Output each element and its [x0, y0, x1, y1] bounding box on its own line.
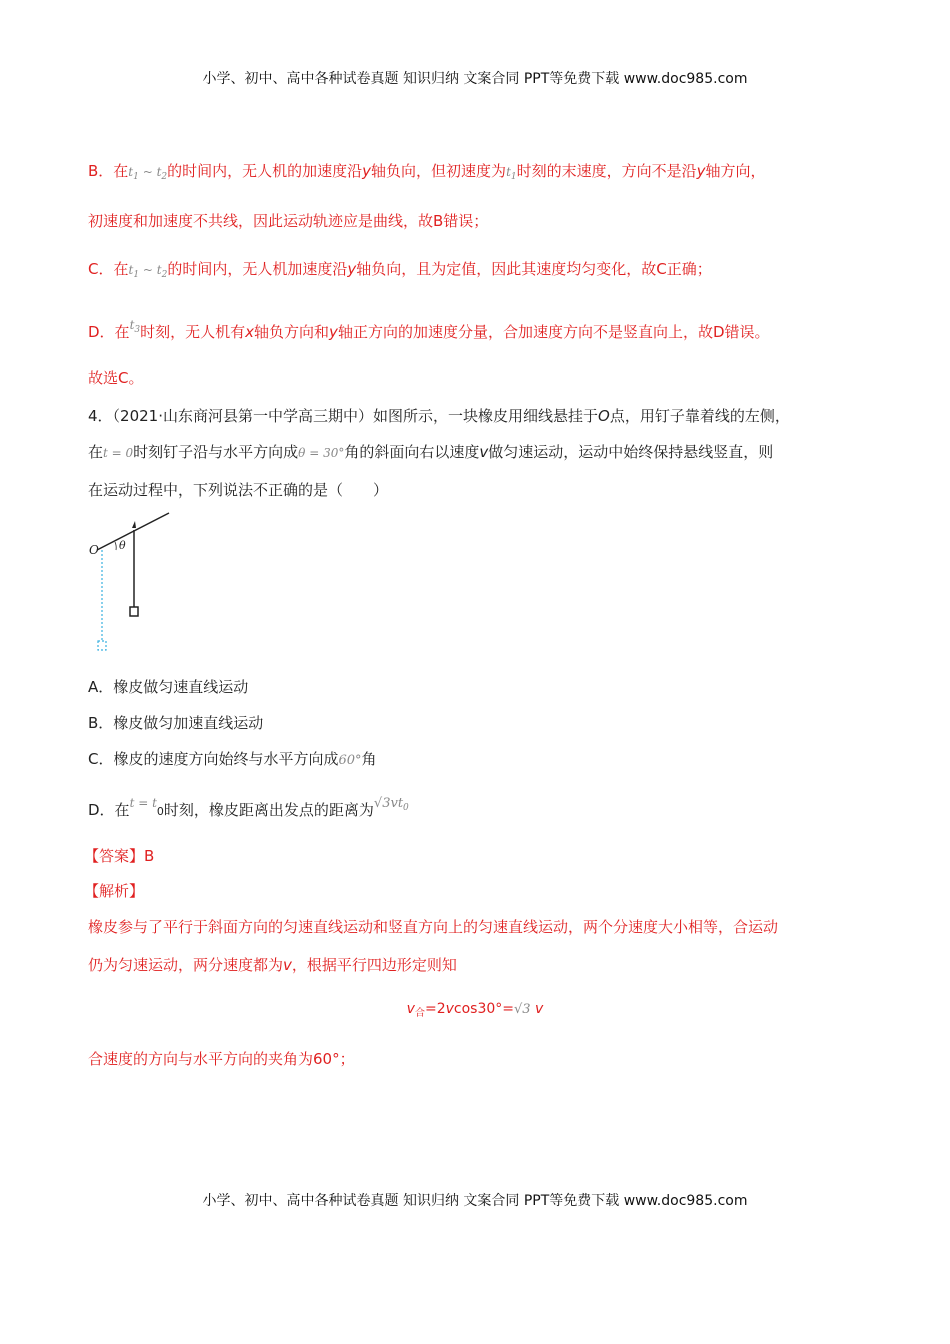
- option-c: C．橡皮的速度方向始终与水平方向成60°角: [88, 750, 377, 768]
- option-b: B．橡皮做匀加速直线运动: [88, 714, 264, 732]
- angle-arc: [115, 542, 116, 550]
- question-4-line3: 在运动过程中，下列说法不正确的是（ ）: [88, 481, 389, 499]
- analysis-line1: 橡皮参与了平行于斜面方向的匀速直线运动和竖直方向上的匀速直线运动，两个分速度大小相等，合运动: [88, 918, 779, 936]
- option-a: A．橡皮做匀速直线运动: [88, 678, 249, 696]
- math-60-deg: 60°: [338, 753, 362, 768]
- math-t1-t2-c: $t_1$ ~ $t_2$: [128, 263, 168, 280]
- math-t-eq-t0: t = t: [129, 796, 157, 810]
- math-theta-eq-30: θ = 30°: [298, 446, 345, 460]
- solution-b-prefix: B．在: [88, 162, 129, 180]
- solution-b-line2: 初速度和加速度不共线，因此运动轨迹应是曲线，故B错误；: [88, 212, 489, 230]
- math-t3: t3: [129, 318, 141, 335]
- question-4-line2: 在t = 0时刻钉子沿与水平方向成θ = 30°角的斜面向右以速度v做匀速运动，运动中始终保持悬线竖直，则: [88, 443, 774, 461]
- page-header: 小学、初中、高中各种试卷真题 知识归纳 文案合同 PPT等免费下载 www.doc985.com: [202, 71, 748, 87]
- label-theta: θ: [119, 539, 126, 552]
- analysis-line2: 仍为匀速运动，两分速度都为v，根据平行四边形定则知: [88, 956, 457, 974]
- incline-line: [97, 513, 169, 550]
- math-t1-t2: $t_1$ ~ $t_2$: [128, 165, 168, 182]
- option-d: D．在$^{t = t}$0时刻，橡皮距离出发点的距离为$√3vt_0$: [88, 796, 409, 819]
- question-4-line1: 4．（2021·山东商河县第一中学高三期中）如图所示，一块橡皮用细线悬挂于O点，用钉子靠着线的左侧，: [88, 407, 790, 425]
- label-o: O: [89, 543, 99, 557]
- solution-c: C．在$t_1$ ~ $t_2$的时间内，无人机加速度沿y轴负向，且为定值，因此其速度均匀变化，故C正确；: [88, 260, 712, 280]
- analysis-line3: 合速度的方向与水平方向的夹角为60°；: [88, 1050, 355, 1068]
- velocity-equation: $v_合=2vcos30^\circ=√3$ v: [406, 1001, 544, 1019]
- math-sqrt3: √3: [514, 1002, 531, 1017]
- initial-eraser-dashed: [98, 641, 106, 650]
- answer-label: 【答案】B: [84, 847, 155, 865]
- eraser-block: [130, 607, 138, 616]
- solution-choice: 故选C。: [88, 369, 144, 387]
- math-t1: $t_1$: [506, 165, 517, 182]
- solution-b-line1: B．在$t_1$ ~ $t_2$的时间内，无人机的加速度沿y轴负向，但初速度为$t_1$时刻的末速度，方向不是沿y轴方向，: [88, 162, 766, 182]
- nail-marker: [132, 521, 136, 528]
- pendulum-figure: [85, 508, 180, 658]
- analysis-label: 【解析】: [84, 882, 145, 900]
- math-t-eq-0: t = 0: [103, 446, 134, 460]
- math-sqrt3-v-t0: $√3vt_0$: [373, 796, 409, 813]
- page-footer: 小学、初中、高中各种试卷真题 知识归纳 文案合同 PPT等免费下载 www.doc985.com: [202, 1193, 748, 1209]
- solution-d: D．在$^{t_3}$时刻，无人机有x轴负方向和y轴正方向的加速度分量，合加速度方向不是竖直向上，故D错误。: [88, 318, 770, 341]
